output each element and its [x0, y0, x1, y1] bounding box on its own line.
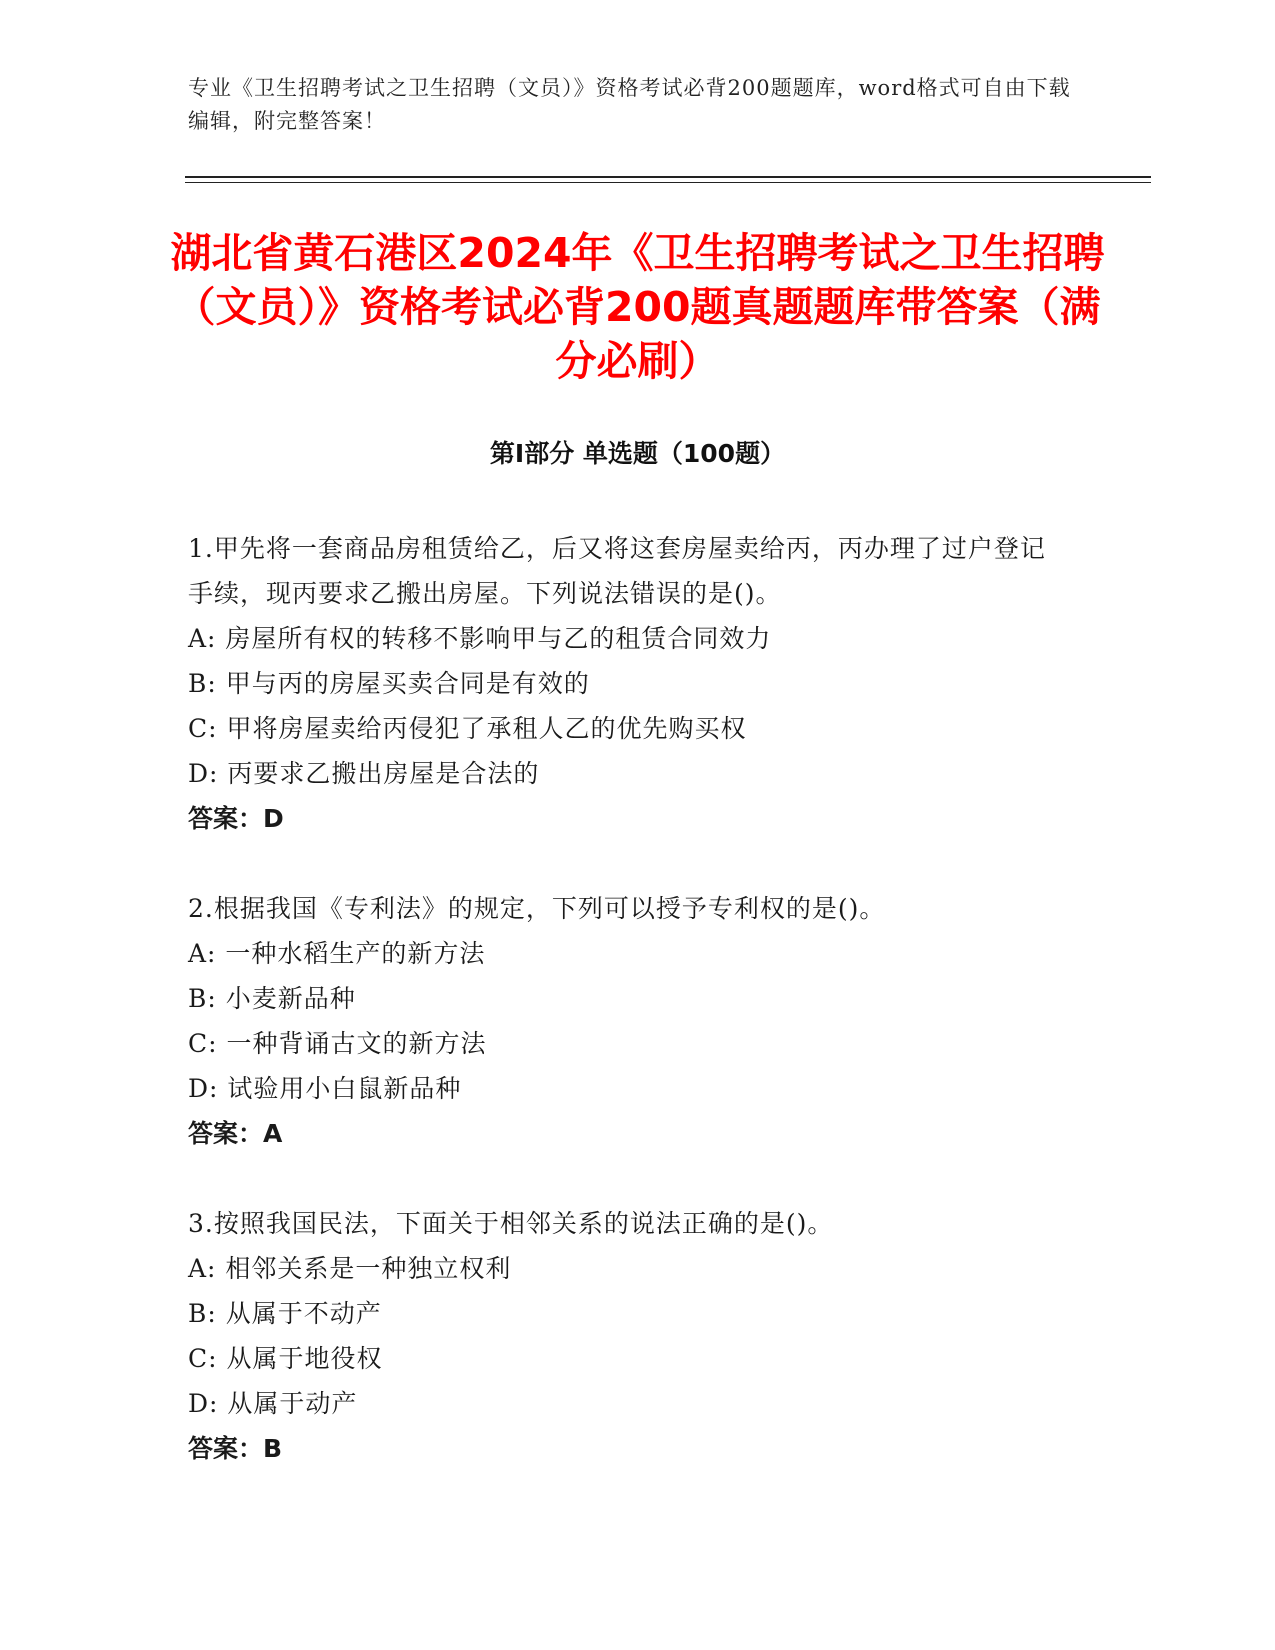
- answer: 答案：A: [188, 1119, 283, 1148]
- option-b: B: 小麦新品种: [188, 984, 356, 1013]
- option-a: A: 房屋所有权的转移不影响甲与乙的租赁合同效力: [188, 624, 772, 653]
- option-b: B: 从属于不动产: [188, 1299, 382, 1328]
- question-stem: 1.甲先将一套商品房租赁给乙，后又将这套房屋卖给丙，丙办理了过户登记手续，现丙要求乙搬出房屋。下列说法错误的是()。: [188, 534, 1046, 608]
- option-d: D: 试验用小白鼠新品种: [188, 1074, 462, 1103]
- option-d: D: 从属于动产: [188, 1389, 358, 1418]
- option-d: D: 丙要求乙搬出房屋是合法的: [188, 759, 540, 788]
- option-b: B: 甲与丙的房屋买卖合同是有效的: [188, 669, 590, 698]
- answer: 答案：B: [188, 1434, 283, 1463]
- question-stem: 2.根据我国《专利法》的规定，下列可以授予专利权的是()。: [188, 894, 886, 923]
- option-a: A: 一种水稻生产的新方法: [188, 939, 486, 968]
- document-title: 湖北省黄石港区2024年《卫生招聘考试之卫生招聘（文员）》资格考试必背200题真题题库带答案（满分必刷）: [170, 229, 1105, 385]
- header-divider-thick: [185, 176, 1151, 178]
- question-2: [188, 886, 1068, 1156]
- option-c: C: 一种背诵古文的新方法: [188, 1029, 487, 1058]
- option-c: C: 从属于地役权: [188, 1344, 383, 1373]
- header-divider-thin: [185, 182, 1151, 183]
- option-c: C: 甲将房屋卖给丙侵犯了承租人乙的优先购买权: [188, 714, 747, 743]
- answer: 答案：D: [188, 804, 284, 833]
- question-list: [188, 526, 1068, 1516]
- section-heading: 第Ⅰ部分 单选题（100题）: [489, 439, 786, 468]
- header-note: 专业《卫生招聘考试之卫生招聘（文员）》资格考试必背200题题库，word格式可自由下载编辑，附完整答案！: [188, 76, 1071, 133]
- option-a: A: 相邻关系是一种独立权利: [188, 1254, 512, 1283]
- question-stem: 3.按照我国民法，下面关于相邻关系的说法正确的是()。: [188, 1209, 834, 1238]
- question-3: [188, 1201, 1068, 1471]
- question-1: [188, 526, 1068, 841]
